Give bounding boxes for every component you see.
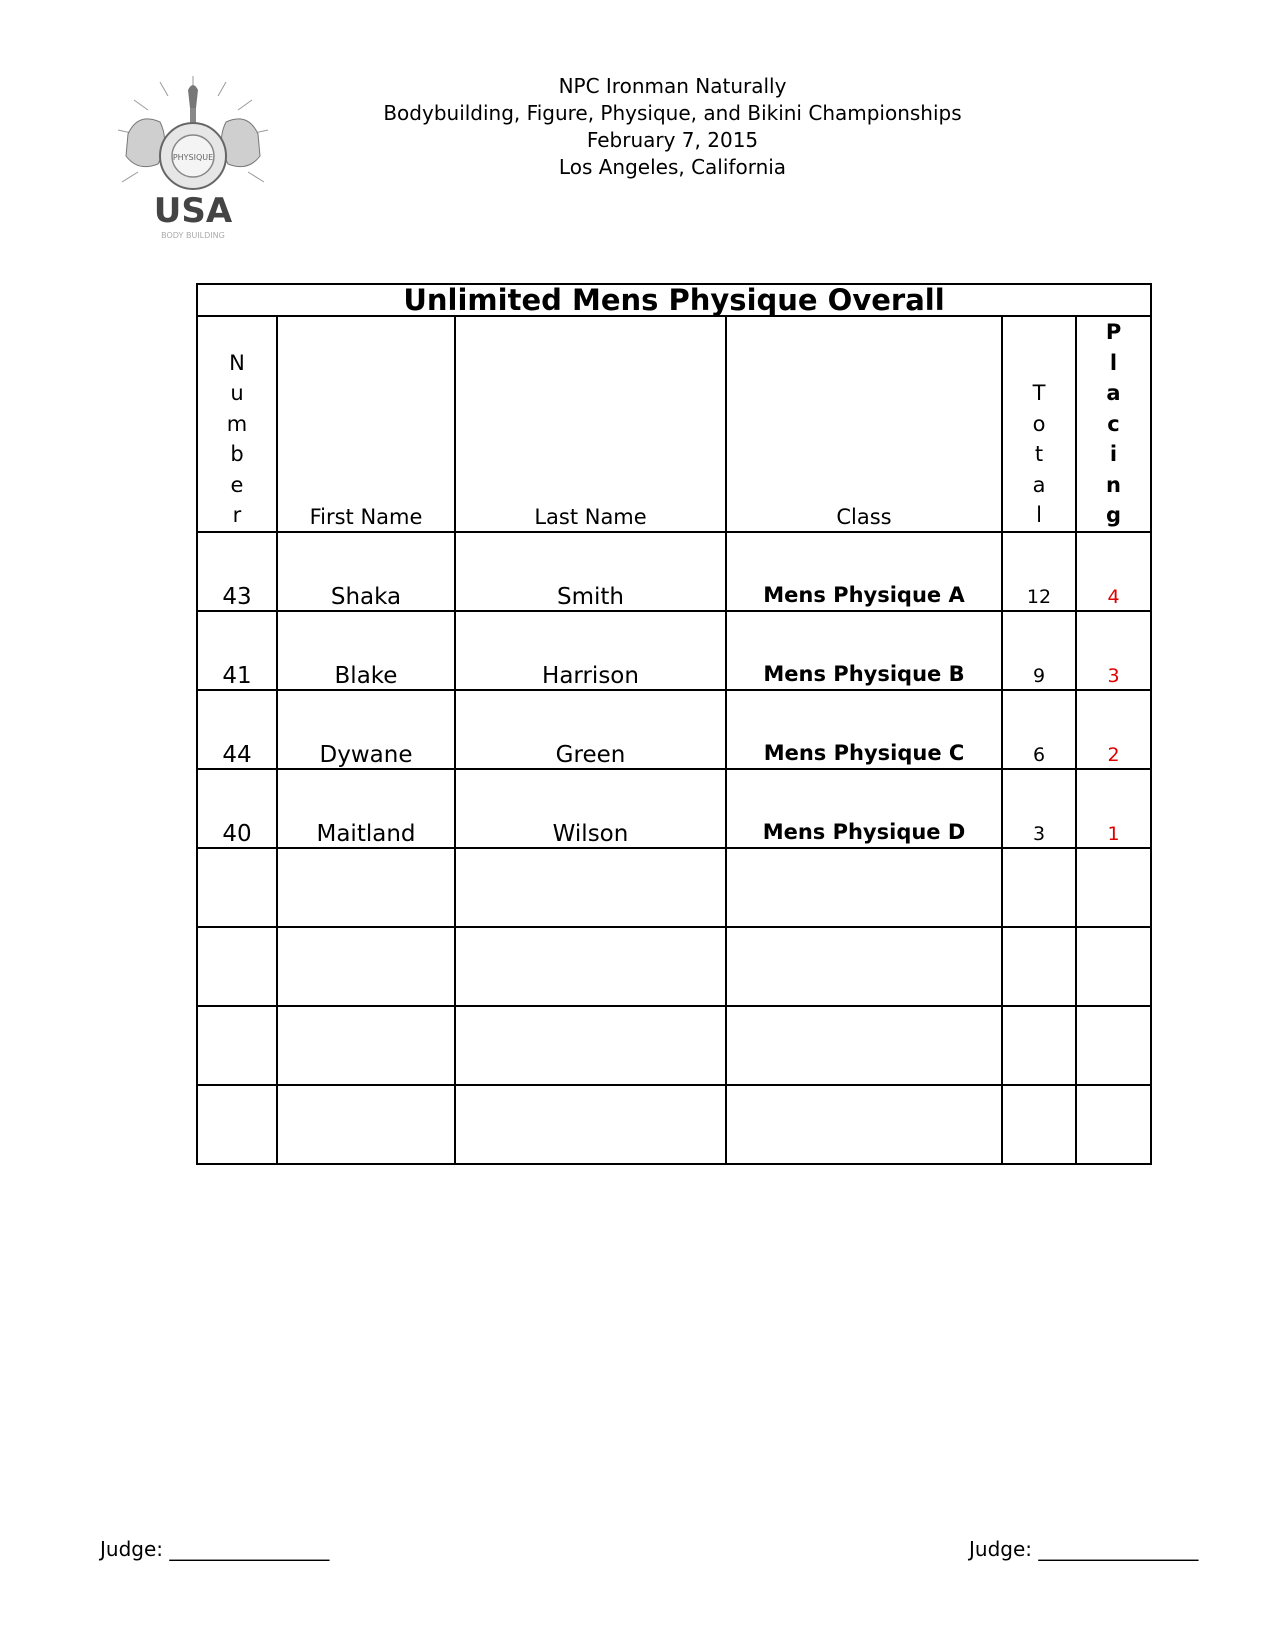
cell-class: [726, 848, 1002, 927]
cell-placing: 4: [1076, 532, 1151, 611]
placing-header-letter: l: [1109, 350, 1118, 375]
cell-total: 9: [1002, 611, 1076, 690]
cell-total: [1002, 1085, 1076, 1164]
column-header-class: Class: [726, 316, 1002, 532]
total-header-letter: o: [1032, 411, 1046, 436]
event-name: NPC Ironman Naturally: [558, 74, 787, 98]
cell-first-name: Maitland: [277, 769, 455, 848]
cell-number: 41: [197, 611, 277, 690]
cell-first-name: [277, 1085, 455, 1164]
cell-last-name: [455, 1006, 726, 1085]
cell-class: [726, 1006, 1002, 1085]
cell-class: Mens Physique B: [726, 611, 1002, 690]
cell-class: Mens Physique A: [726, 532, 1002, 611]
cell-placing: 3: [1076, 611, 1151, 690]
cell-placing: 1: [1076, 769, 1151, 848]
column-header-placing: [1076, 316, 1151, 532]
cell-total: [1002, 927, 1076, 1006]
table-row: [197, 769, 1151, 848]
table-title: Unlimited Mens Physique Overall: [197, 284, 1151, 316]
total-header-letter: t: [1034, 442, 1044, 466]
cell-number: [197, 927, 277, 1006]
header-row: [197, 316, 1151, 532]
cell-placing: [1076, 927, 1151, 1006]
cell-total: 12: [1002, 532, 1076, 611]
number-header-letter: N: [229, 350, 245, 375]
cell-last-name: [455, 927, 726, 1006]
placing-header-letter: i: [1109, 442, 1118, 466]
cell-class: Mens Physique C: [726, 690, 1002, 769]
cell-placing: [1076, 1085, 1151, 1164]
total-header-letter: T: [1032, 381, 1046, 405]
cell-last-name: [455, 848, 726, 927]
cell-total: [1002, 1006, 1076, 1085]
cell-placing: [1076, 1006, 1151, 1085]
placing-header-letter: g: [1105, 503, 1122, 527]
cell-number: 40: [197, 769, 277, 848]
svg-text:PHYSIQUE: PHYSIQUE: [172, 153, 214, 162]
cell-number: [197, 1085, 277, 1164]
placing-header-letter: P: [1105, 320, 1122, 344]
number-header-letter: u: [230, 381, 244, 405]
table-row: [197, 927, 1151, 1006]
cell-first-name: [277, 927, 455, 1006]
number-header-letter: r: [232, 503, 242, 527]
column-header-last-name: Last Name: [455, 316, 726, 532]
column-header-total: [1002, 316, 1076, 532]
cell-number: 43: [197, 532, 277, 611]
score-table: [196, 283, 1152, 1165]
judge-signature-right: Judge: ________________: [969, 1537, 1199, 1561]
table-row: [197, 532, 1151, 611]
placing-header-letter: n: [1106, 472, 1121, 497]
cell-first-name: Dywane: [277, 690, 455, 769]
table-row: [197, 690, 1151, 769]
cell-total: 6: [1002, 690, 1076, 769]
cell-class: [726, 927, 1002, 1006]
table-row: [197, 1006, 1151, 1085]
cell-total: 3: [1002, 769, 1076, 848]
cell-placing: [1076, 848, 1151, 927]
total-header-letter: a: [1032, 472, 1046, 497]
number-header-letter: m: [226, 411, 248, 436]
cell-last-name: Wilson: [455, 769, 726, 848]
event-date: February 7, 2015: [586, 128, 759, 152]
cell-number: [197, 1006, 277, 1085]
logo-usa-text: USA: [153, 191, 233, 231]
cell-first-name: [277, 1006, 455, 1085]
column-header-number: [197, 316, 277, 532]
placing-header-letter: c: [1107, 411, 1120, 436]
event-location: Los Angeles, California: [558, 155, 787, 179]
judge-signature-left: Judge: ________________: [100, 1537, 330, 1561]
number-header-letter: b: [230, 442, 244, 466]
cell-last-name: Harrison: [455, 611, 726, 690]
cell-class: Mens Physique D: [726, 769, 1002, 848]
cell-last-name: [455, 1085, 726, 1164]
total-header-letter: l: [1036, 503, 1042, 527]
cell-number: 44: [197, 690, 277, 769]
placing-header-letter: a: [1106, 381, 1121, 405]
logo-sub-text: BODY BUILDING: [161, 231, 225, 240]
document-header: [300, 73, 1045, 181]
table-row: [197, 848, 1151, 927]
cell-last-name: Smith: [455, 532, 726, 611]
cell-total: [1002, 848, 1076, 927]
cell-number: [197, 848, 277, 927]
table-row: [197, 611, 1151, 690]
npc-usa-logo: [108, 72, 278, 250]
cell-class: [726, 1085, 1002, 1164]
cell-first-name: [277, 848, 455, 927]
cell-last-name: Green: [455, 690, 726, 769]
cell-first-name: Blake: [277, 611, 455, 690]
cell-placing: 2: [1076, 690, 1151, 769]
table-row: [197, 1085, 1151, 1164]
column-header-first-name: First Name: [277, 316, 455, 532]
cell-first-name: Shaka: [277, 532, 455, 611]
number-header-letter: e: [230, 472, 244, 497]
event-categories: Bodybuilding, Figure, Physique, and Bikini Championships: [383, 101, 962, 125]
